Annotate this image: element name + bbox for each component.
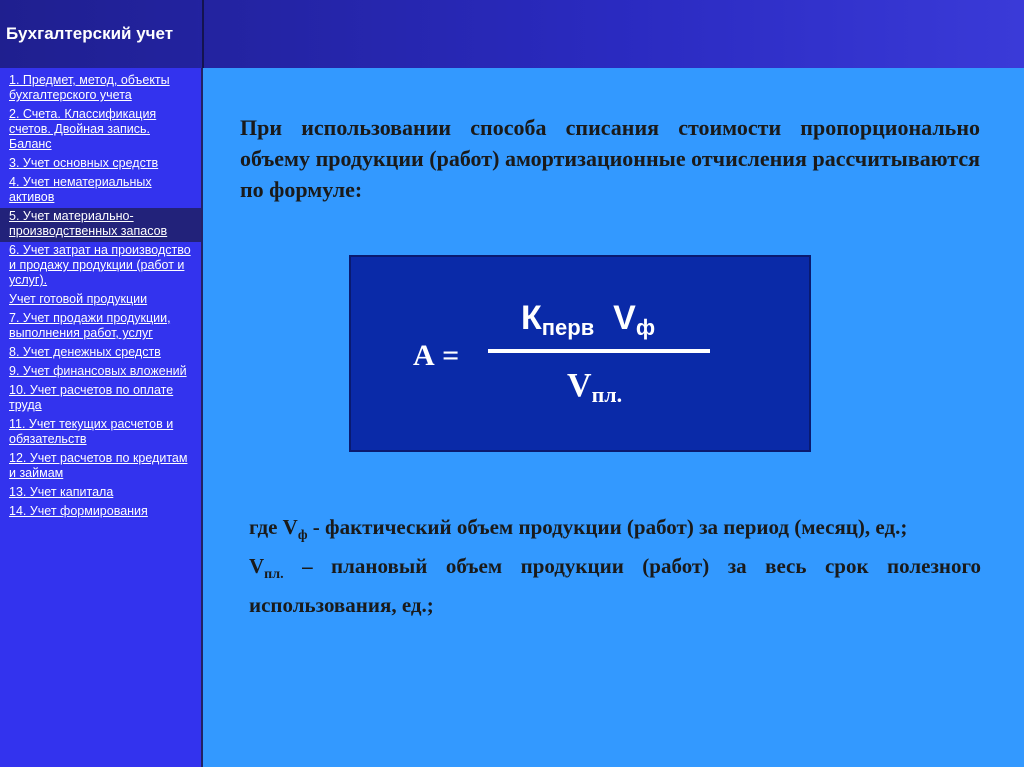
legend-2-pre: V (249, 554, 265, 579)
sidebar-item-4[interactable]: 4. Учет нематериальных активов (9, 175, 152, 204)
sidebar-item-3[interactable]: 3. Учет основных средств (9, 156, 159, 170)
sidebar-item-6[interactable]: 6. Учет затрат на производство и продажу продукции (работ и услуг). (9, 243, 191, 287)
formula-denominator (567, 367, 622, 408)
header-title: Бухгалтерский учет (6, 24, 174, 43)
legend-2-sub: пл. (264, 567, 284, 583)
formula-fraction-line (488, 349, 710, 353)
sidebar-item-9[interactable]: 9. Учет финансовых вложений (9, 364, 187, 378)
legend-1-sub: ф (297, 528, 308, 544)
legend-1-post: - фактический объем продукции (работ) за период (месяц), ед.; (307, 515, 908, 539)
sidebar-item-8[interactable]: 8. Учет денежных средств (9, 345, 161, 359)
formula-num-main: К (521, 299, 542, 337)
sidebar-item-10[interactable]: 10. Учет расчетов по оплате труда (9, 383, 174, 412)
formula-numerator (521, 299, 655, 341)
sidebar-item-13[interactable]: 13. Учет капитала (9, 485, 114, 499)
sidebar-item-11[interactable]: 11. Учет текущих расчетов и обязательств (9, 417, 174, 446)
sidebar-nav (0, 68, 203, 767)
legend-2-post: – плановый объем продукции (работ) за весь срок полезного использования, ед.; (249, 554, 981, 618)
sidebar-item-2[interactable]: 2. Счета. Классификация счетов. Двойная запись. Баланс (9, 107, 157, 151)
legend-1-pre: где V (249, 515, 298, 539)
formula-legend (249, 512, 981, 621)
sidebar-item-5[interactable]: 5. Учет материально-производственных запасов (0, 208, 201, 242)
header-divider (202, 0, 204, 68)
formula-num-v: V (613, 299, 636, 337)
sidebar-item-1[interactable]: 1. Предмет, метод, объекты бухгалтерского учета (9, 73, 170, 102)
sidebar-item-14[interactable]: 14. Учет формирования (9, 504, 148, 518)
formula-num-sub: перв (541, 315, 595, 340)
sidebar-item-7[interactable]: 7. Учет продажи продукции, выполнения работ, услуг (9, 311, 171, 340)
legend-line-1 (249, 512, 981, 551)
sidebar-item-6b[interactable]: Учет готовой продукции (9, 292, 148, 306)
legend-line-2 (249, 551, 981, 621)
formula-lhs: А = (413, 339, 460, 372)
header-bar (0, 0, 1024, 68)
formula-num-v-sub: ф (635, 315, 656, 340)
intro-text: При использовании способа списания стоимости пропорционально объему продукции (работ) амортизационные отчисления рассчитываются по формуле: (240, 115, 980, 202)
sidebar-item-12[interactable]: 12. Учет расчетов по кредитам и займам (9, 451, 188, 480)
formula-den-sub: пл. (591, 382, 623, 407)
formula-box (349, 255, 811, 452)
formula-den-v: V (567, 367, 592, 404)
